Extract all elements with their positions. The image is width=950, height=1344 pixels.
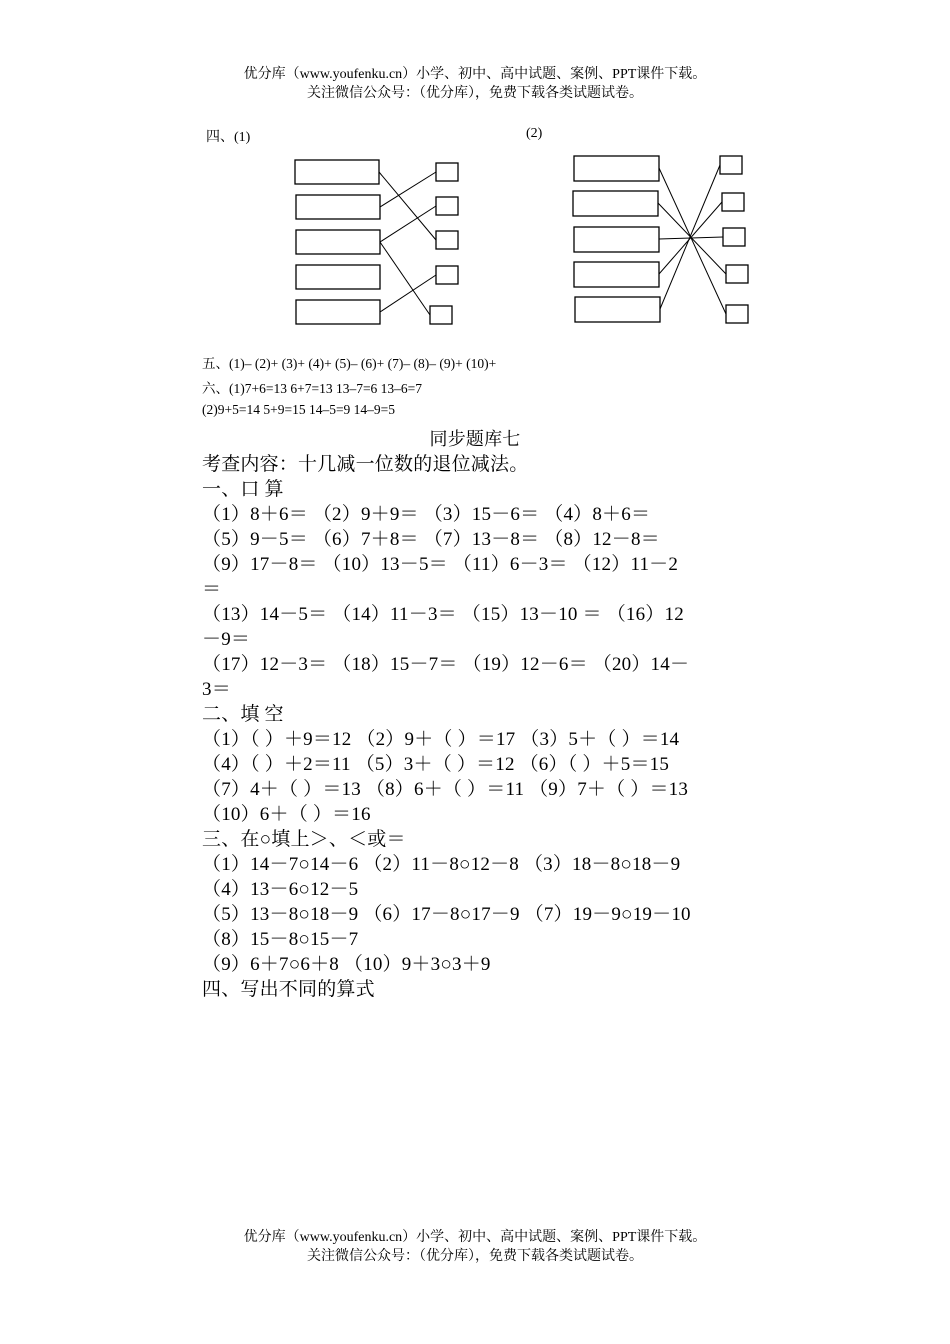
diagram2-left-box-1 [574, 156, 659, 181]
section6-answers-line-1: 六、(1)7+6=13 6+7=13 13–7=6 13–6=7 [202, 381, 423, 396]
exercise-line-13: （7）4＋（ ）＝13 （8）6＋（ ）＝11 （9）7＋（ ）＝13 [202, 779, 689, 800]
diagram2-left-box-5 [575, 297, 660, 322]
header-line-2: 关注微信公众号：（优分库），免费下载各类试题试卷。 [307, 86, 643, 101]
exercise-line-7: －9＝ [202, 629, 251, 650]
section4-label-2: (2) [526, 126, 543, 141]
exercise-line-5: ＝ [202, 579, 222, 600]
section5-answers: 五、(1)– (2)+ (3)+ (4)+ (5)– (6)+ (7)– (8)– (9)+ (10)+ [202, 356, 497, 371]
diagram2-right-box-1 [720, 156, 742, 174]
diagram2-right-box-4 [726, 265, 748, 283]
diagram1-left-box-2 [296, 195, 380, 219]
footer-line-2: 关注微信公众号：（优分库），免费下载各类试题试卷。 [307, 1249, 643, 1264]
exercise-line-20: （9）6＋7○6＋8 （10）9＋3○3＋9 [202, 954, 491, 975]
exercise-line-18: （5）13－8○18－9 （6）17－8○17－9 （7）19－9○19－10 [202, 904, 691, 925]
exercise-line-12: （4）（ ）＋2＝11 （5）3＋（ ）＝12 （6）（ ）＋5＝15 [202, 754, 670, 775]
footer-line-1: 优分库（www.youfenku.cn）小学、初中、高中试题、案例、PPT课件下载。 [243, 1230, 707, 1245]
exercise-topic: 考查内容：十几减一位数的退位减法。 [202, 454, 529, 475]
exercise-line-16: （1）14－7○14－6 （2）11－8○12－8 （3）18－8○18－9 [202, 854, 681, 875]
section4-label-1: 四、(1) [206, 130, 251, 145]
diagram1-right-box-4 [436, 266, 458, 284]
diagram1-connector-5 [380, 275, 436, 312]
exercise-line-11: （1）（ ）＋9＝12 （2）9＋（ ）＝17 （3）5＋（ ）＝14 [202, 729, 680, 750]
diagram1-right-box-5 [430, 306, 452, 324]
diagram1-connector-1 [379, 172, 436, 240]
diagram1-left-box-5 [296, 300, 380, 324]
diagram2-left-box-4 [574, 262, 659, 287]
diagram1-right-box-3 [436, 231, 458, 249]
matching-diagram-1 [290, 155, 465, 330]
diagram1-left-box-4 [296, 265, 380, 289]
diagram1-left-box-3 [296, 230, 380, 254]
exercise-line-4: （9）17－8＝ （10）13－5＝ （11）6－3＝ （12）11－2 [202, 554, 679, 575]
diagram2-right-box-2 [722, 193, 744, 211]
diagram1-connector-4 [380, 242, 430, 315]
diagram1-right-box-2 [436, 197, 458, 215]
exercise-line-14: （10）6＋（ ）＝16 [202, 804, 371, 825]
diagram1-right-box-1 [436, 163, 458, 181]
exercise-title: 同步题库七 [429, 429, 521, 449]
exercise-line-17: （4）13－6○12－5 [202, 879, 359, 900]
exercise-line-15: 三、在○填上＞、＜或＝ [202, 829, 406, 850]
diagram2-right-box-3 [723, 228, 745, 246]
exercise-line-6: （13）14－5＝ （14）11－3＝ （15）13－10 ＝ （16）12 [202, 604, 684, 625]
exercise-line-1: 一、口 算 [202, 479, 284, 500]
header-line-1: 优分库（www.youfenku.cn）小学、初中、高中试题、案例、PPT课件下载。 [243, 67, 707, 82]
exercise-line-3: （5）9－5＝ （6）7＋8＝ （7）13－8＝ （8）12－8＝ [202, 529, 660, 550]
diagram1-connector-3 [380, 206, 436, 242]
exercise-line-10: 二、填 空 [202, 704, 284, 725]
exercise-line-2: （1）8＋6＝ （2）9＋9＝ （3）15－6＝ （4）8＋6＝ [202, 504, 651, 525]
diagram2-left-box-2 [573, 191, 658, 216]
matching-diagram-2 [568, 150, 758, 330]
diagram2-left-box-3 [574, 227, 659, 252]
diagram1-connector-2 [380, 172, 436, 207]
exercise-line-9: 3＝ [202, 679, 231, 700]
diagram2-connector-1 [659, 168, 726, 314]
exercise-line-8: （17）12－3＝ （18）15－7＝ （19）12－6＝ （20）14－ [202, 654, 690, 675]
diagram2-connector-4 [659, 202, 722, 274]
exercise-line-19: （8）15－8○15－7 [202, 929, 359, 950]
section6-answers-line-2: (2)9+5=14 5+9=15 14–5=9 14–9=5 [202, 402, 396, 417]
diagram1-left-box-1 [295, 160, 379, 184]
diagram2-right-box-5 [726, 305, 748, 323]
exercise-line-21: 四、写出不同的算式 [202, 979, 375, 1000]
